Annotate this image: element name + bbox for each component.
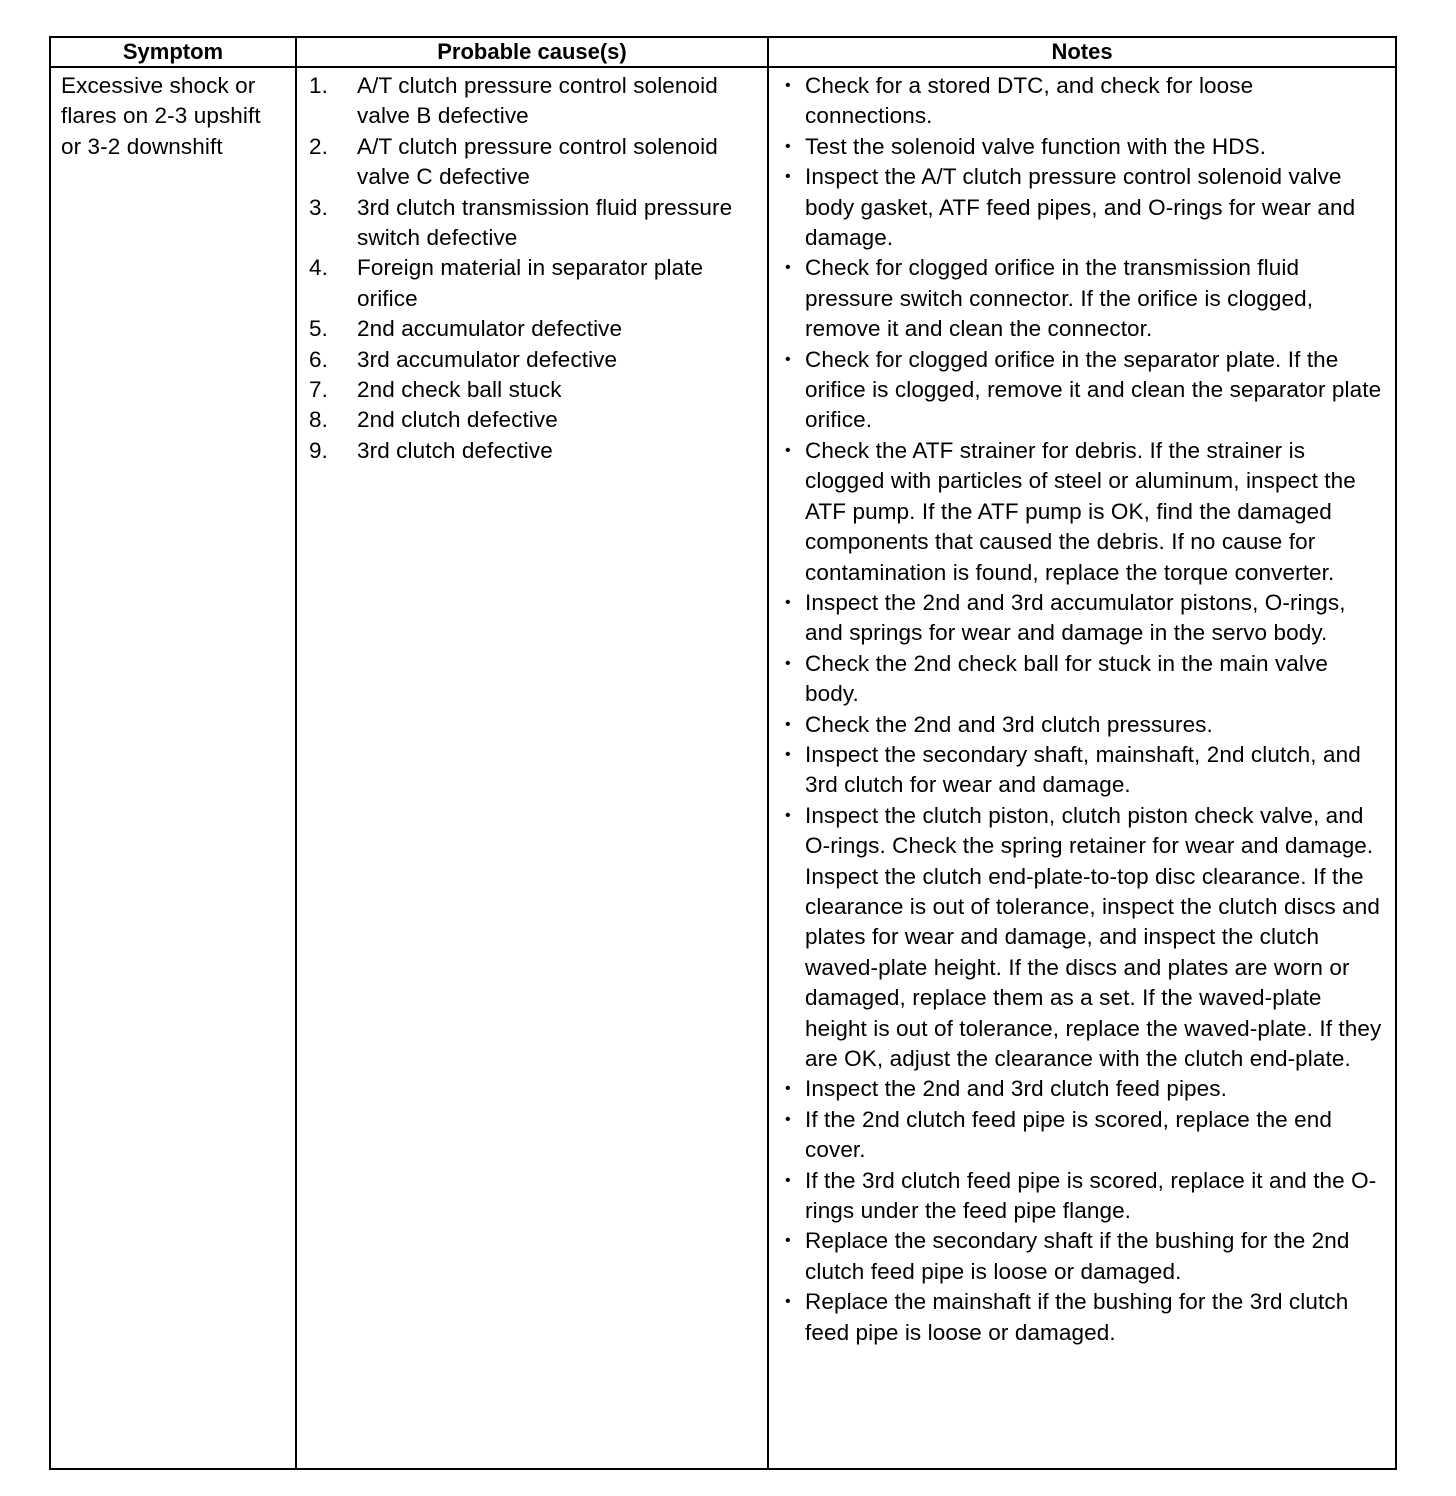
note-text: Replace the secondary shaft if the bushing for the 2nd clutch feed pipe is loose or damaged. [805,1228,1350,1284]
cause-number: 8. [309,407,328,433]
note-item [785,253,1387,344]
note-item [785,71,1387,132]
note-text: If the 3rd clutch feed pipe is scored, replace it and the O-rings under the feed pipe flange. [805,1167,1377,1224]
note-item [785,1226,1387,1287]
cause-text: 3rd accumulator defective [357,346,618,372]
note-text: Inspect the clutch piston, clutch piston check valve, and O-rings. Check the spring retainer for wear and damage. Inspect the clutch end-plate-to-top disc clearance. If the clearance is out of tolerance, inspect the clutch discs and plates for wear and damage, and inspect the clutch waved-plate height. If the discs and plates are worn or damaged, replace them as a set. If the waved-plate height is out of tolerance, replace the waved-plate. If they are OK, adjust the clearance with the clutch end-plate. [805,802,1382,1071]
note-item [785,588,1387,649]
table-row [50,67,1396,1469]
symptom-cell [50,67,296,1469]
cause-item [309,253,757,314]
bullet-icon: • [785,350,791,368]
note-item [785,345,1387,436]
bullet-icon: • [785,806,791,824]
note-item [785,162,1387,253]
cause-item [309,193,757,254]
cause-item [309,375,757,405]
cause-text: 3rd clutch transmission fluid pressure switch defective [357,194,733,251]
note-text: Replace the mainshaft if the bushing for the 3rd clutch feed pipe is loose or damaged. [805,1289,1349,1345]
symptom-text: Excessive shock or flares on 2-3 upshift or 3-2 downshift [61,73,261,159]
cause-text: A/T clutch pressure control solenoid valve B defective [357,73,718,129]
note-text: Check for clogged orifice in the transmission fluid pressure switch connector. If the orifice is clogged, remove it and clean the connector. [805,255,1314,342]
note-text: Inspect the secondary shaft, mainshaft, 2nd clutch, and 3rd clutch for wear and damage. [805,741,1361,798]
bullet-icon: • [785,1232,791,1250]
cause-item [309,345,757,375]
cause-text: 3rd clutch defective [357,437,553,463]
note-item [785,801,1387,1075]
note-item [785,436,1387,588]
cause-cell [296,67,768,1469]
cause-item [309,405,757,435]
note-item [785,1074,1387,1104]
bullet-icon: • [785,77,791,94]
cause-list [297,68,767,466]
note-text: Check the ATF strainer for debris. If the strainer is clogged with particles of steel or aluminum, inspect the ATF pump. If the ATF pump is OK, find the damaged components that caused the debris. If no cause for contamination is found, replace the torque converter. [805,437,1356,585]
note-text: Test the solenoid valve function with the HDS. [805,133,1267,159]
cause-number: 4. [309,255,328,281]
bullet-icon: • [785,137,791,155]
note-text: Inspect the 2nd and 3rd accumulator pistons, O-rings, and springs for wear and damage in the servo body. [805,589,1346,646]
cause-item [309,436,757,466]
bullet-icon: • [785,168,791,186]
cause-text: 2nd clutch defective [357,407,558,433]
note-text: If the 2nd clutch feed pipe is scored, replace the end cover. [805,1106,1332,1163]
bullet-icon: • [785,593,791,611]
note-item [785,1105,1387,1166]
note-text: Check the 2nd and 3rd clutch pressures. [805,711,1213,737]
troubleshooting-table [49,36,1397,1470]
cause-number: 6. [309,346,328,372]
bullet-icon: • [785,1080,791,1098]
bullet-icon: • [785,441,791,459]
bullet-icon: • [785,715,791,733]
bullet-icon: • [785,654,791,672]
note-item [785,1166,1387,1227]
note-item [785,740,1387,801]
bullet-icon: • [785,745,791,763]
cause-text: A/T clutch pressure control solenoid valve C defective [357,133,718,190]
cause-text: 2nd accumulator defective [357,316,623,342]
cause-number: 9. [309,437,328,463]
bullet-icon: • [785,1293,791,1311]
note-item [785,1287,1387,1348]
note-item [785,132,1387,162]
notes-cell [768,67,1396,1469]
bullet-icon: • [785,1171,791,1189]
cause-text: 2nd check ball stuck [357,377,562,403]
bullet-icon: • [785,259,791,277]
note-text: Check for a stored DTC, and check for loose connections. [805,73,1254,129]
note-item [785,649,1387,710]
note-text: Check for clogged orifice in the separator plate. If the orifice is clogged, remove it and clean the separator plate orifice. [805,346,1382,433]
header-notes: Notes [768,37,1396,67]
notes-list [769,68,1395,1348]
cause-item [309,71,757,132]
note-text: Inspect the 2nd and 3rd clutch feed pipes. [805,1076,1227,1102]
note-text: Inspect the A/T clutch pressure control solenoid valve body gasket, ATF feed pipes, and O-rings for wear and damage. [805,164,1356,251]
cause-number: 2. [309,133,328,159]
bullet-icon: • [785,1110,791,1128]
cause-item [309,132,757,193]
note-item [785,710,1387,740]
cause-item [309,314,757,344]
cause-number: 7. [309,377,328,403]
cause-number: 5. [309,316,328,342]
cause-number: 1. [309,73,328,98]
note-text: Check the 2nd check ball for stuck in the main valve body. [805,650,1328,707]
header-probable-cause: Probable cause(s) [296,37,768,67]
cause-text: Foreign material in separator plate orifice [357,255,704,311]
header-symptom: Symptom [50,37,296,67]
cause-number: 3. [309,194,328,220]
header-row [50,37,1396,67]
